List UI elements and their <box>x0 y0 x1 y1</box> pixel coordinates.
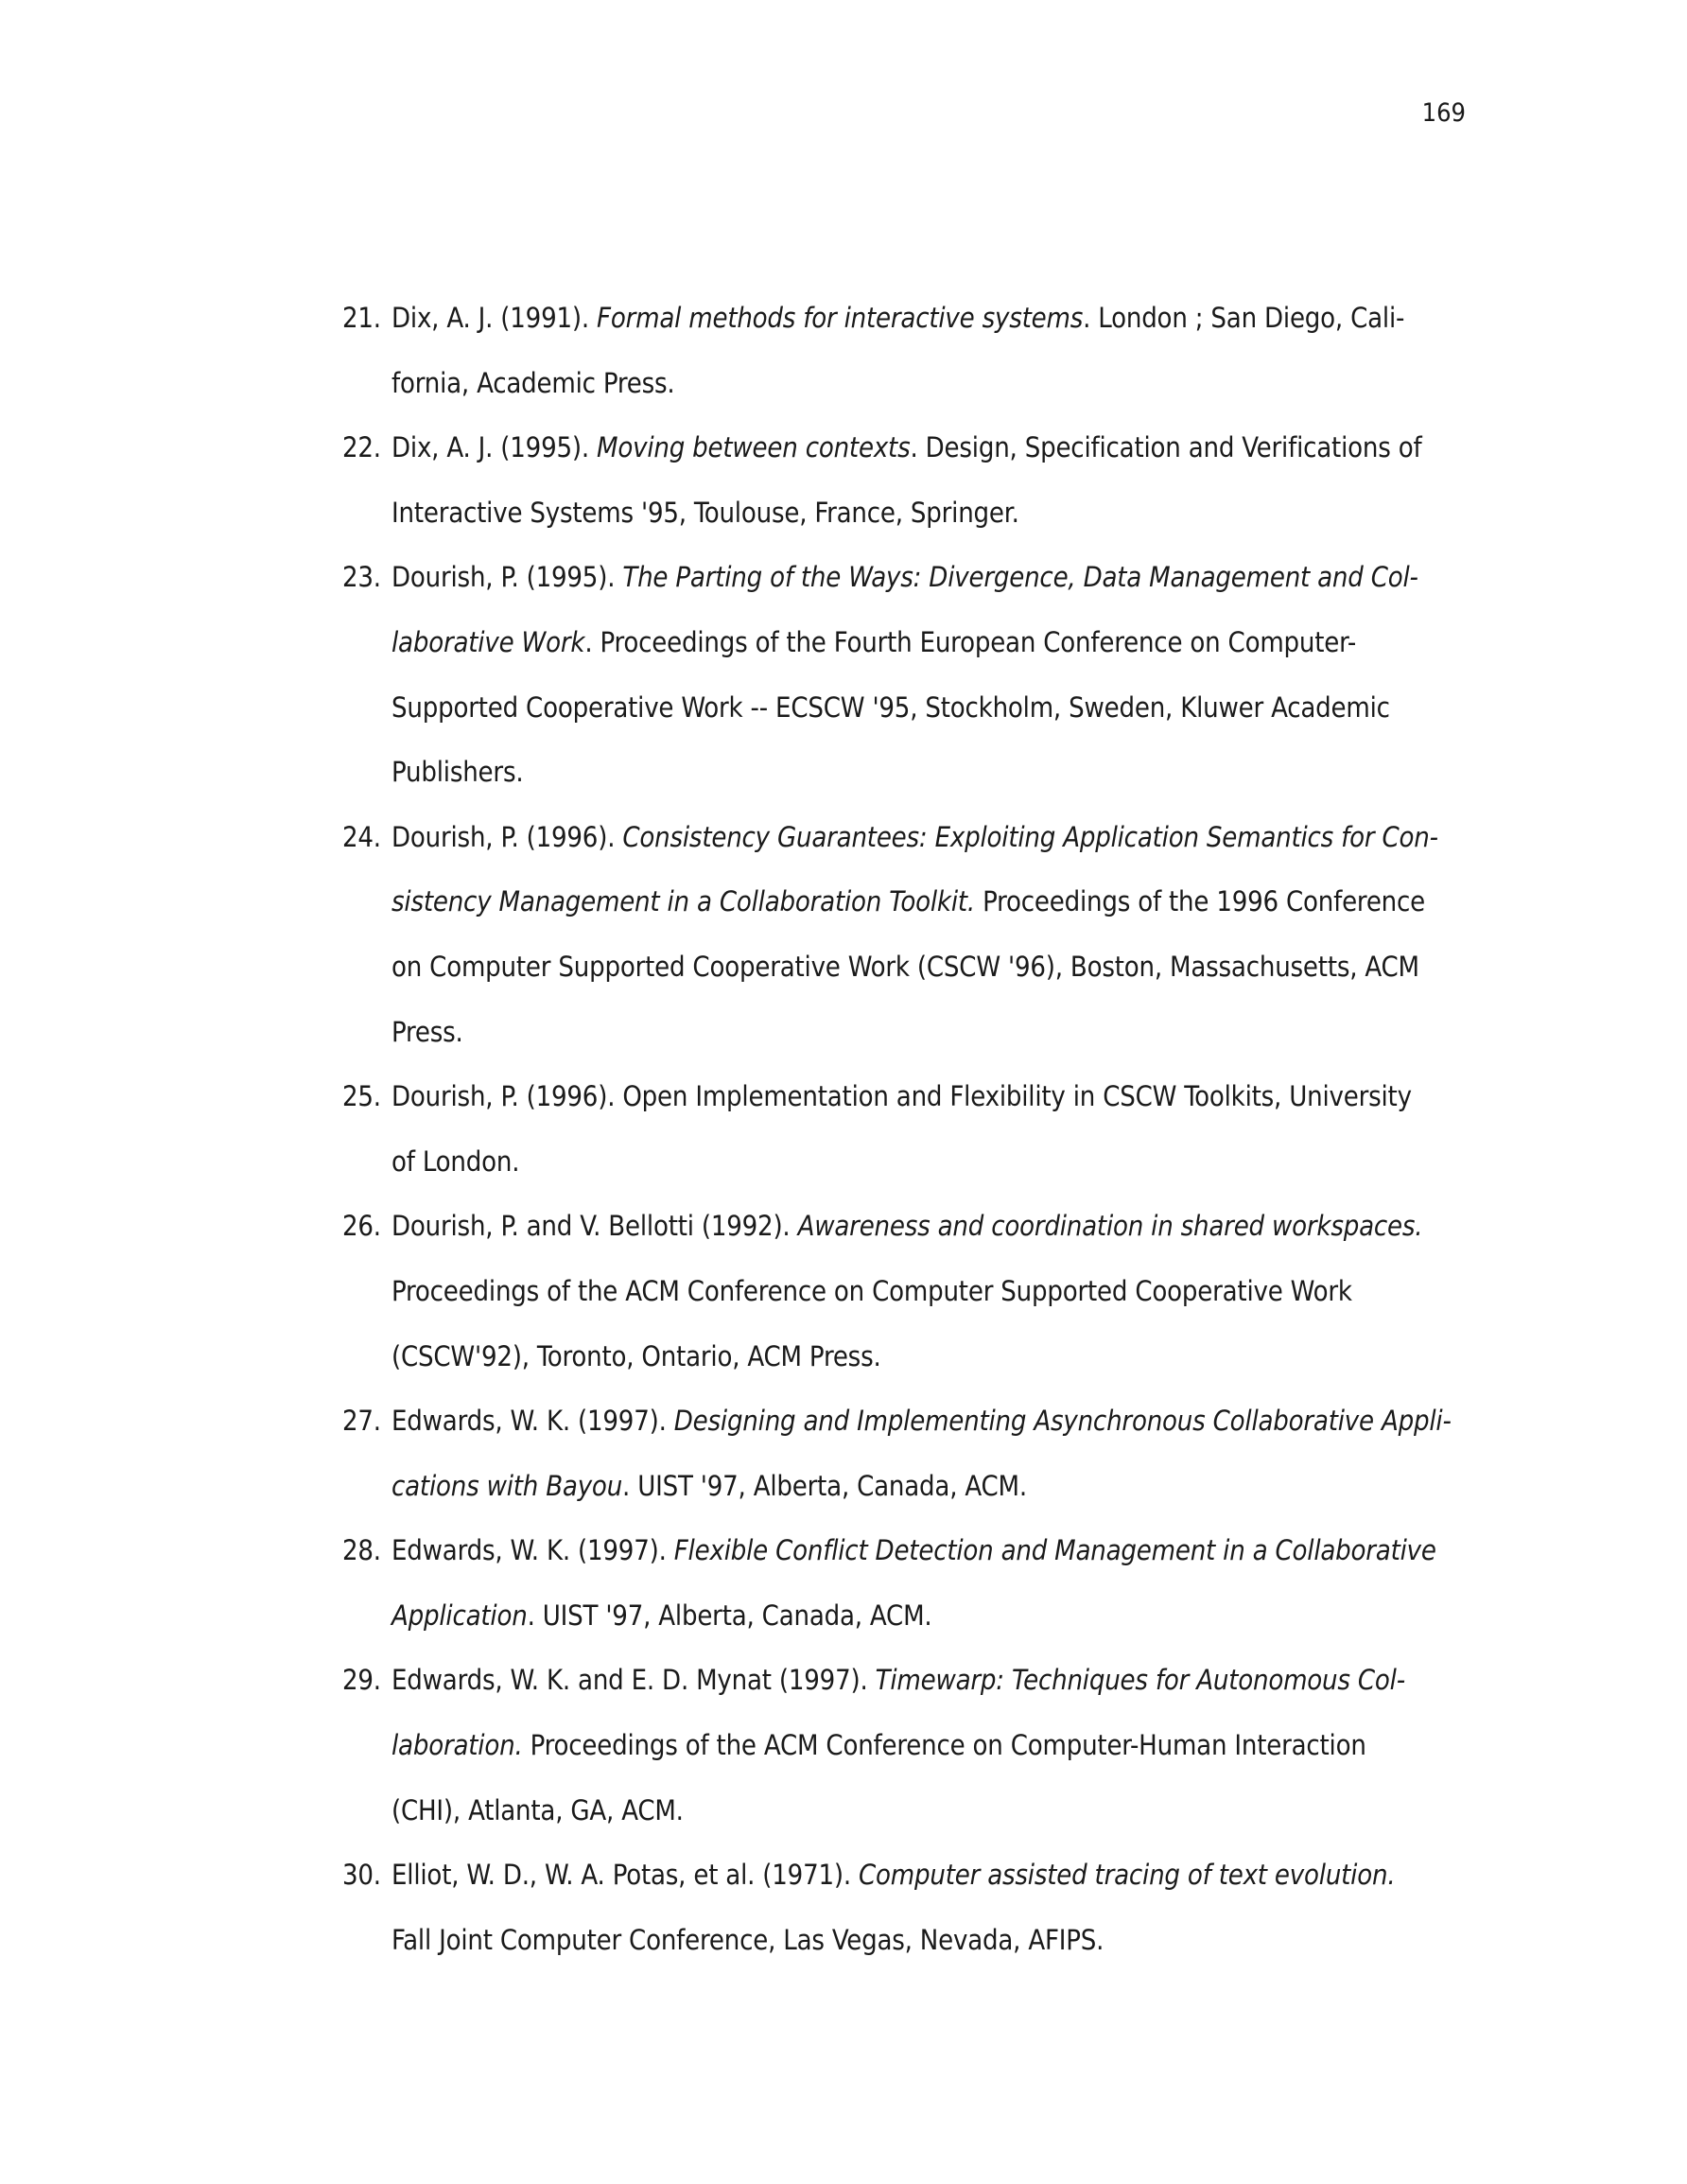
reference-title-text: Flexible Conflict Detection and Management in a Collaborative <box>673 1534 1436 1567</box>
reference-entry <box>342 1518 1453 1648</box>
reference-line <box>391 286 1453 351</box>
reference-number: 25. <box>342 1080 381 1113</box>
reference-entry <box>342 415 1453 545</box>
reference-line <box>391 480 1453 546</box>
reference-text: of London. <box>391 1144 520 1178</box>
reference-text: Edwards, W. K. and E. D. Mynat (1997). <box>391 1664 876 1697</box>
reference-text: Edwards, W. K. (1997). <box>391 1534 674 1567</box>
reference-line <box>391 351 1453 416</box>
reference-number: 27. <box>342 1405 381 1438</box>
reference-list <box>342 286 1453 1972</box>
reference-line <box>391 1064 1453 1129</box>
reference-text: . London ; San Diego, Cali- <box>1083 302 1405 334</box>
reference-entry <box>342 1843 1453 1972</box>
reference-text: Edwards, W. K. (1997). <box>391 1405 674 1438</box>
reference-line <box>391 675 1453 741</box>
reference-text: Dix, A. J. (1995). <box>391 431 598 464</box>
reference-text: Interactive Systems '95, Toulouse, France, Springer. <box>391 496 1019 529</box>
reference-text: Publishers. <box>391 756 524 789</box>
reference-title-text: Consistency Guarantees: Exploiting Application Semantics for Con- <box>622 820 1438 853</box>
reference-text: Dourish, P. and V. Bellotti (1992). <box>391 1210 798 1243</box>
reference-entry <box>342 545 1453 804</box>
reference-text: . Design, Specification and Verifications of <box>910 431 1422 464</box>
reference-entry <box>342 1648 1453 1843</box>
reference-line <box>391 1908 1453 1973</box>
reference-number: 30. <box>342 1859 381 1892</box>
reference-line <box>391 1324 1453 1389</box>
reference-text: Proceedings of the 1996 Conference <box>974 885 1426 918</box>
reference-text: Press. <box>391 1015 463 1048</box>
reference-title-text: Moving between contexts <box>597 431 911 464</box>
reference-title-text: Designing and Implementing Asynchronous Collaborative Appli- <box>673 1405 1452 1438</box>
reference-line <box>391 1518 1453 1583</box>
reference-line <box>391 805 1453 870</box>
reference-line <box>391 1000 1453 1065</box>
reference-line <box>391 1129 1453 1195</box>
reference-line <box>391 869 1453 935</box>
reference-text: Supported Cooperative Work -- ECSCW '95, Stockholm, Sweden, Kluwer Academic <box>391 690 1390 724</box>
reference-entry <box>342 1389 1453 1518</box>
reference-title-text: cations with Bayou <box>391 1469 623 1502</box>
reference-title-text: The Parting of the Ways: Divergence, Data Management and Col- <box>622 561 1418 594</box>
reference-entry <box>342 1064 1453 1194</box>
reference-text: Proceedings of the ACM Conference on Computer Supported Cooperative Work <box>391 1274 1352 1307</box>
reference-number: 29. <box>342 1664 381 1697</box>
reference-text: Dourish, P. (1996). <box>391 820 623 853</box>
reference-number: 26. <box>342 1210 381 1243</box>
reference-text: on Computer Supported Cooperative Work (CSCW '96), Boston, Massachusetts, ACM <box>391 950 1419 983</box>
reference-title-text: Timewarp: Techniques for Autonomous Col- <box>875 1664 1405 1697</box>
reference-line <box>391 1389 1453 1454</box>
reference-text: Dourish, P. (1996). Open Implementation and Flexibility in CSCW Toolkits, University <box>391 1080 1412 1113</box>
reference-title-text: Formal methods for interactive systems <box>597 302 1084 334</box>
reference-line <box>391 610 1453 675</box>
reference-text: fornia, Academic Press. <box>391 366 675 399</box>
reference-title-text: laboration. <box>391 1729 523 1762</box>
reference-entry <box>342 805 1453 1064</box>
page-number: 169 <box>1421 98 1466 128</box>
reference-line <box>391 935 1453 1000</box>
reference-text: . UIST '97, Alberta, Canada, ACM. <box>527 1599 932 1632</box>
reference-line <box>391 1648 1453 1713</box>
reference-text: (CSCW'92), Toronto, Ontario, ACM Press. <box>391 1339 881 1372</box>
reference-number: 23. <box>342 561 381 594</box>
reference-entry <box>342 1194 1453 1389</box>
reference-line <box>391 1454 1453 1519</box>
reference-number: 24. <box>342 820 381 853</box>
reference-text: . UIST '97, Alberta, Canada, ACM. <box>622 1469 1027 1502</box>
reference-text: . Proceedings of the Fourth European Conference on Computer- <box>584 625 1357 658</box>
reference-line <box>391 415 1453 480</box>
reference-text: Proceedings of the ACM Conference on Computer-Human Interaction <box>522 1729 1366 1762</box>
reference-text: Elliot, W. D., W. A. Potas, et al. (1971). <box>391 1859 860 1892</box>
reference-line <box>391 1194 1453 1259</box>
reference-line <box>391 545 1453 610</box>
reference-title-text: sistency Management in a Collaboration Toolkit. <box>391 885 975 918</box>
reference-line <box>391 740 1453 805</box>
reference-line <box>391 1713 1453 1778</box>
reference-text: Dix, A. J. (1991). <box>391 302 598 334</box>
reference-line <box>391 1583 1453 1649</box>
reference-number: 28. <box>342 1534 381 1567</box>
reference-title-text: Awareness and coordination in shared workspaces. <box>797 1210 1423 1243</box>
reference-entry <box>342 286 1453 415</box>
reference-text: Dourish, P. (1995). <box>391 561 623 594</box>
reference-text: Fall Joint Computer Conference, Las Vegas, Nevada, AFIPS. <box>391 1923 1104 1956</box>
reference-text: (CHI), Atlanta, GA, ACM. <box>391 1793 684 1826</box>
reference-title-text: laborative Work <box>391 625 585 658</box>
reference-title-text: Application <box>391 1599 528 1632</box>
reference-line <box>391 1843 1453 1908</box>
reference-number: 21. <box>342 302 381 334</box>
reference-title-text: Computer assisted tracing of text evolution. <box>859 1859 1396 1892</box>
reference-line <box>391 1778 1453 1843</box>
reference-line <box>391 1259 1453 1324</box>
reference-number: 22. <box>342 431 381 464</box>
